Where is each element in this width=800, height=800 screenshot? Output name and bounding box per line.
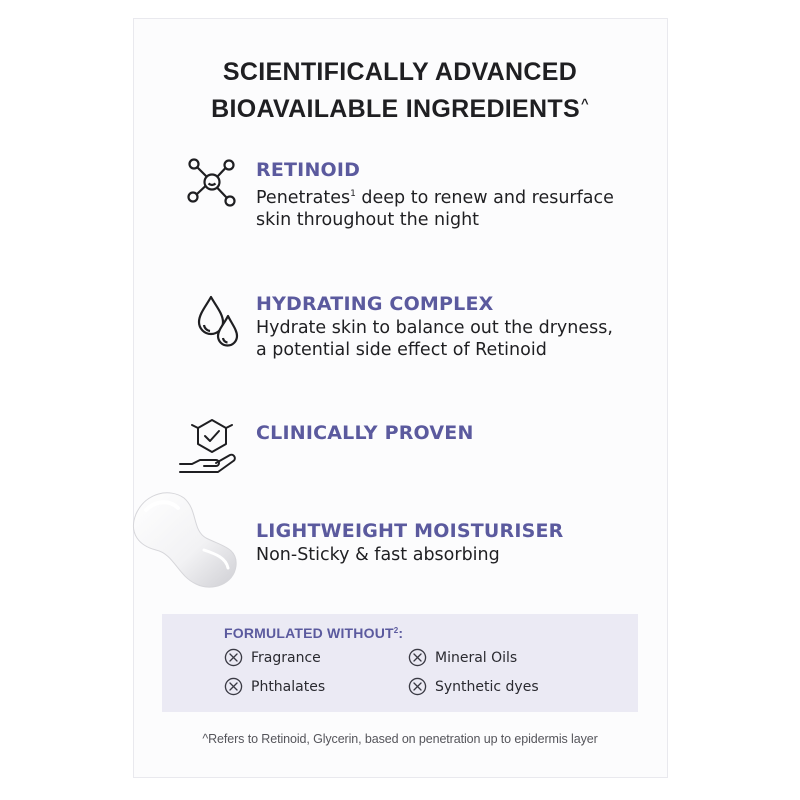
without-item-label: Mineral Oils	[435, 649, 518, 666]
formulated-without-panel	[162, 614, 638, 712]
hand-hexagon-check-icon	[178, 417, 240, 477]
feature-description: Non-Sticky & fast absorbing	[256, 545, 500, 565]
without-item-label: Phthalates	[251, 678, 326, 695]
feature-title: RETINOID	[256, 159, 361, 181]
circle-x-icon	[224, 677, 243, 696]
headline-line-2: BIOAVAILABLE INGREDIENTS^	[211, 95, 589, 123]
formulated-without-title: FORMULATED WITHOUT$^2$:	[224, 625, 404, 641]
water-drops-icon	[196, 294, 242, 350]
without-item-fragrance	[224, 648, 321, 667]
cream-swatch-icon	[132, 488, 240, 594]
without-item-label: Synthetic dyes	[435, 678, 539, 695]
without-item-label: Fragrance	[251, 649, 321, 666]
feature-retinoid	[256, 158, 614, 231]
feature-title: LIGHTWEIGHT MOISTURISER	[256, 520, 564, 542]
without-item-mineral-oils	[408, 648, 517, 667]
headline-line-1: SCIENTIFICALLY ADVANCED	[222, 58, 578, 86]
feature-description: Hydrate skin to balance out the dryness, a potential side effect of Retinoid	[256, 318, 613, 360]
without-item-phthalates	[224, 677, 325, 696]
feature-clinically-proven	[256, 421, 474, 445]
molecule-icon	[187, 157, 237, 207]
page-headline	[0, 57, 800, 125]
feature-title: HYDRATING COMPLEX	[256, 293, 494, 315]
feature-hydrating-complex	[256, 292, 613, 361]
feature-lightweight-moisturiser	[256, 519, 564, 566]
without-item-synthetic-dyes	[408, 677, 539, 696]
footnote: ^Refers to Retinoid, Glycerin, based on penetration up to epidermis layer	[202, 732, 598, 746]
feature-description: Penetrates$^1$ deep to renew and resurface skin throughout the night	[256, 188, 614, 230]
headline-mark: ^	[580, 96, 589, 111]
circle-x-icon	[408, 648, 427, 667]
circle-x-icon	[224, 648, 243, 667]
circle-x-icon	[408, 677, 427, 696]
feature-title: CLINICALLY PROVEN	[256, 422, 474, 444]
